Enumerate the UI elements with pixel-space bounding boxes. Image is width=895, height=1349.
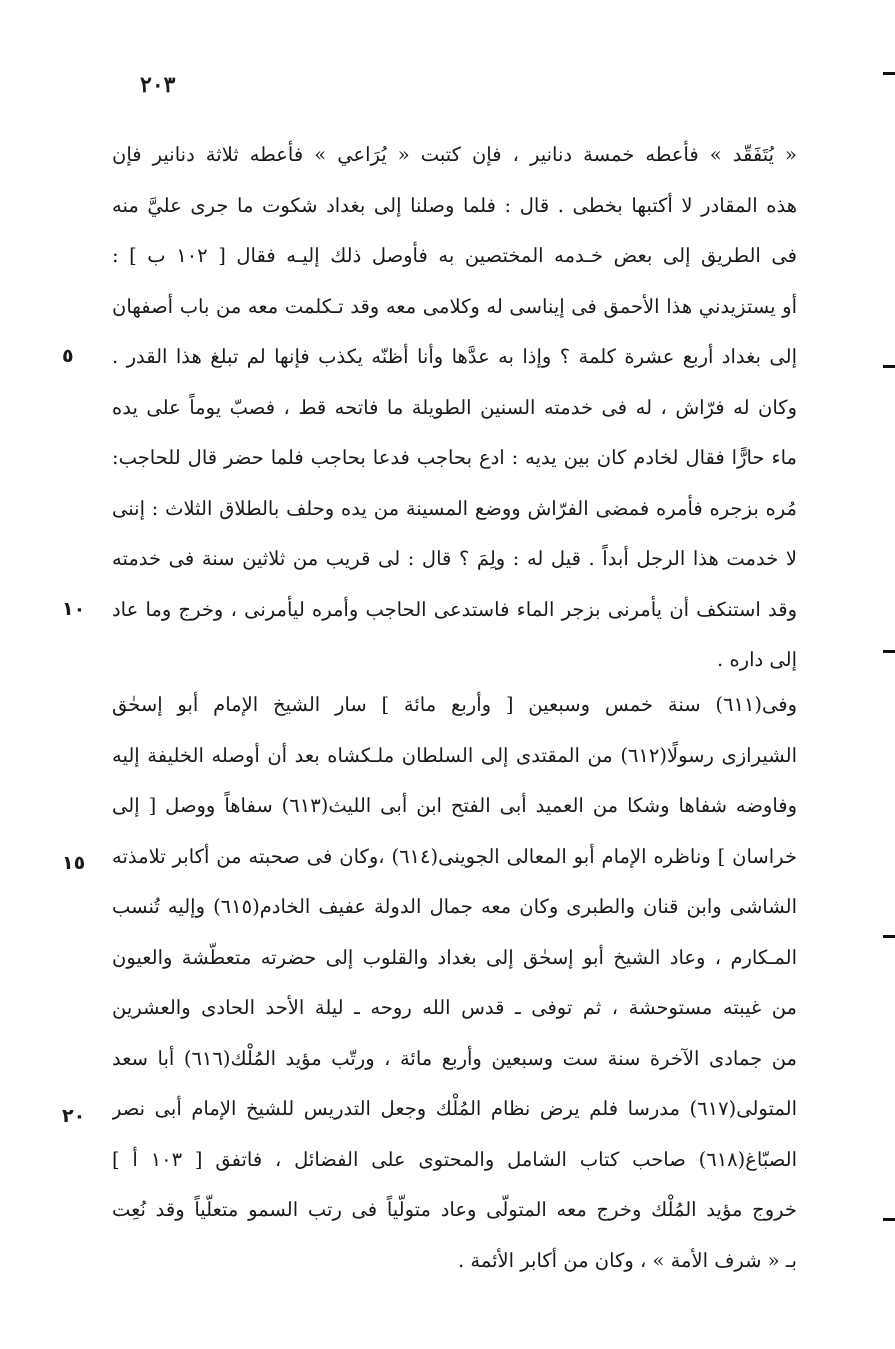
text-line: لا خدمت هذا الرجل أبداً . قيل له : ولِمَ ؟ قال : لى قريب من ثلاثين سنة فى خدمته [112,547,797,570]
text-line: وفاوضه شفاها وشكا من العميد أبى الفتح ابن أبى الليث(٦١٣) سفاهاً ووصل [ إلى [112,794,797,817]
right-edge-mark [883,935,895,938]
text-line: وكان له فرّاش ، له فى خدمته السنين الطويلة ما فاتحه قط ، فصبّ يوماً على يده [112,395,797,419]
text-line: فى الطريق إلى بعض خـدمه المختصين به فأوصل ذلك إليـه فقال [ ١٠٢ ب ] : [112,244,797,267]
body-text-lower [112,680,797,1286]
text-line: هذه المقادر لا أكتبها بخطى . قال : فلما وصلنا إلى بغداد شكوت ما جرى عليَّ منه [112,193,797,217]
text-line: إلى داره . [717,648,797,671]
text-line: الشيرازى رسولًا(٦١٢) من المقتدى إلى السلطان ملـكشاه بعد أن أوصله الخليفة إليه [112,743,797,767]
text-line: الشاشى وابن قنان والطبرى وكان معه جمال الدولة عفيف الخادم(٦١٥) وإليه تُنسب [112,895,797,918]
margin-line-number: ٢٠ [62,1105,86,1127]
right-edge-mark [883,72,895,75]
text-line: أو يستزيدني هذا الأحمق فى إيناسى له وكلامى معه وقد تـكلمت معه من باب أصفهان [112,294,797,318]
right-edge-mark [883,650,895,653]
text-line: مُره بزجره فأمره فمضى الفرّاش ووضع المسينة من يده وحلف بالطلاق الثلاث : إننى [112,496,797,520]
text-line: المتولى(٦١٧) مدرسا فلم يرض نظام المُلْك وجعل التدريس للشيخ الإمام أبى نصر [112,1097,797,1120]
text-line: وقد استنكف أن يأمرنى بزجر الماء فاستدعى الحاجب وأمره ليأمرنى ، وخرج وما عاد [112,597,797,621]
text-line: إلى بغداد أربع عشرة كلمة ؟ وإذا به عدَّها وأنا أظنّه يكذب فإنها لم تبلغ هذا القدر . [112,345,797,368]
text-line: خراسان ] وناظره الإمام أبو المعالى الجوينى(٦١٤) ،وكان فى صحبته من أكابر تلامذته [112,844,797,868]
text-line: الصبّاغ(٦١٨) صاحب كتاب الشامل والمحتوى على الفضائل ، فاتفق [ ١٠٣ أ ] [112,1147,797,1171]
page-number: ٢٠٣ [140,72,176,98]
right-edge-mark [883,365,895,368]
text-line: ماء حارًّا فقال لخادم كان بين يديه : ادع بحاجب فدعا بحاجب فلما حضر قال للحاجب: [112,446,797,469]
margin-line-number: ١٠ [62,598,86,620]
right-edge-mark [883,1218,895,1221]
text-line: بـ « شرف الأمة » ، وكان من أكابر الأئمة . [457,1248,797,1272]
text-line: وفى(٦١١) سنة خمس وسبعين [ وأربع مائة ] سار الشيخ الإمام أبو إسحٰق [112,693,797,716]
body-text-upper [112,130,797,686]
text-line: من جمادى الآخرة سنة ست وسبعين وأربع مائة ، ورتّب مؤيد المُلْك(٦١٦) أبا سعد [112,1046,797,1070]
text-line: « يُتَفَقّد » فأعطه خمسة دنانير ، فإن كتبت « يُرَاعي » فأعطه ثلاثة دنانير فإن [112,143,797,166]
margin-line-number: ٥ [62,345,74,367]
text-line: خروج مؤيد المُلْك وخرج معه المتولّى وعاد متولّياً فى رتب السمو متعلّياً وقد نُعِت [112,1198,797,1221]
margin-line-number: ١٥ [62,852,86,874]
text-line: المـكارم ، وعاد الشيخ أبو إسحٰق إلى بغداد والقلوب إلى حضرته متعطّشة والعيون [112,945,797,969]
text-line: من غيبته مستوحشة ، ثم توفى ـ قدس الله روحه ـ ليلة الأحد الحادى والعشرين [112,996,797,1019]
